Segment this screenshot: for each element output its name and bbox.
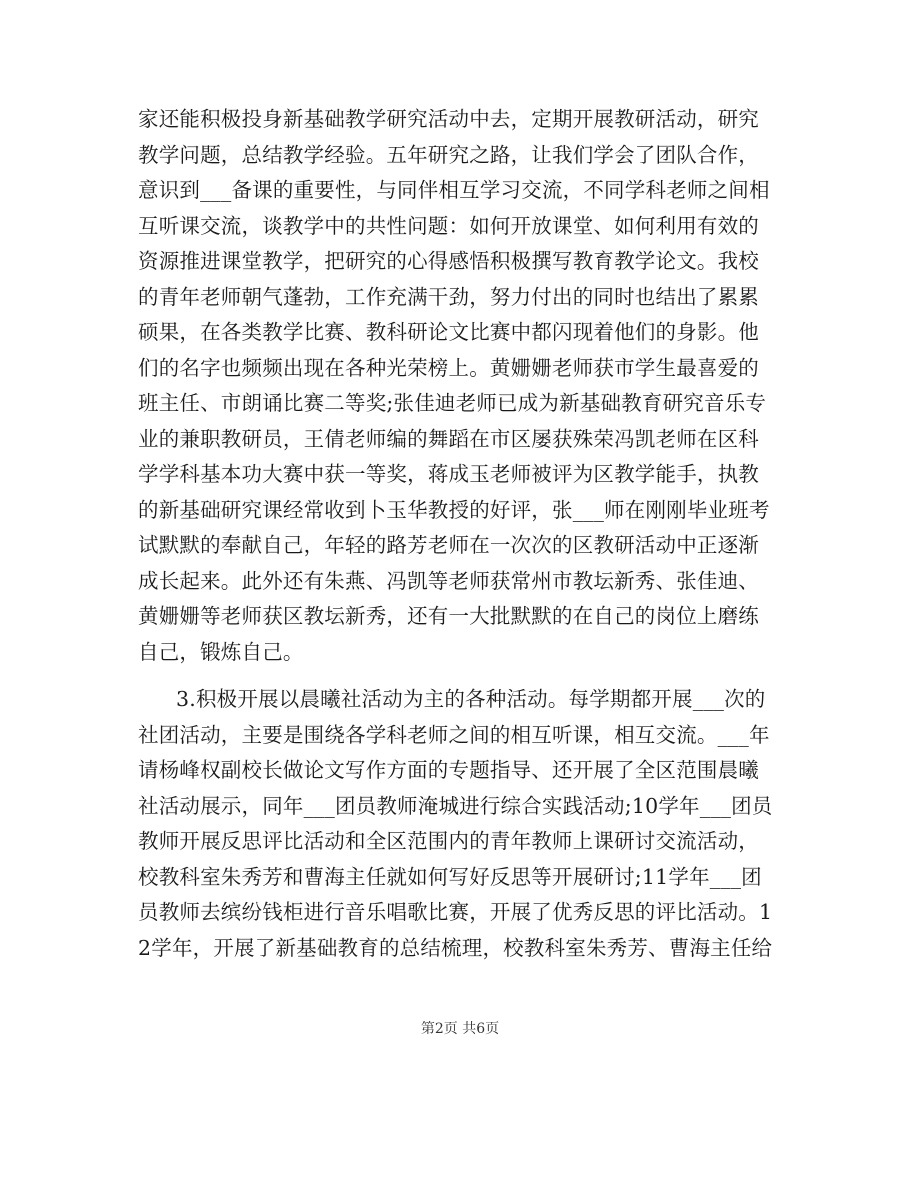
text-line: 硕果，在各类教学比赛、教科研论文比赛中都闪现着他们的身影。他 — [138, 320, 759, 344]
text-line: 请杨峰权副校长做论文写作方面的专题指导、还开展了全区范围晨曦 — [138, 758, 759, 782]
text-line: 成长起来。此外还有朱燕、冯凯等老师获常州市教坛新秀、张佳迪、 — [138, 568, 759, 593]
text-line: 意识到___备课的重要性，与同伴相互学习交流，不同学科老师之间相 — [138, 178, 770, 202]
text-line: 3.积极开展以晨曦社活动为主的各种活动。每学期都开展___次的 — [176, 687, 766, 711]
text-line: 业的兼职教研员，王倩老师编的舞蹈在市区屡获殊荣冯凯老师在区科 — [138, 426, 759, 451]
text-line: 2学年，开展了新基础教育的总结梳理，校教科室朱秀芳、曹海主任给 — [138, 935, 773, 960]
paragraph-1 — [138, 102, 788, 670]
text-line: 社活动展示，同年___团员教师淹城进行综合实践活动;10学年___团员 — [138, 793, 773, 818]
body-text — [138, 102, 788, 966]
text-line: 互听课交流，谈教学中的共性问题：如何开放课堂、如何利用有效的 — [138, 213, 759, 238]
text-line: 黄姗姗等老师获区教坛新秀，还有一大批默默的在自己的岗位上磨练 — [138, 604, 759, 628]
text-line: 校教科室朱秀芳和曹海主任就如何写好反思等开展研讨;11学年___团 — [138, 864, 762, 889]
text-line: 试默默的奉献自己，年轻的路芳老师在一次次的区教研活动中正逐渐 — [138, 533, 759, 557]
text-line: 学学科基本功大赛中获一等奖，蒋成玉老师被评为区教学能手，执教 — [138, 462, 759, 486]
text-line: 资源推进课堂教学，把研究的心得感悟积极撰写教育教学论文。我校 — [138, 249, 759, 273]
text-line: 的青年老师朝气蓬勃，工作充满干劲，努力付出的同时也结出了累累 — [138, 284, 759, 309]
text-line: 自己，锻炼自己。 — [138, 639, 304, 664]
text-line: 的新基础研究课经常收到卜玉华教授的好评，张___师在刚刚毕业班考 — [138, 497, 770, 522]
paragraph-2 — [138, 682, 788, 966]
page-number: 第2页 共6页 — [420, 1021, 500, 1037]
paragraph-gap — [138, 670, 788, 682]
text-line: 员教师去缤纷钱柜进行音乐唱歌比赛，开展了优秀反思的评比活动。1 — [138, 900, 773, 924]
text-line: 社团活动，主要是围绕各学科老师之间的相互听课，相互交流。___年 — [138, 722, 770, 747]
text-line: 们的名字也频频出现在各种光荣榜上。黄姗姗老师获市学生最喜爱的 — [138, 355, 759, 380]
text-line: 班主任、市朗诵比赛二等奖;张佳迪老师已成为新基础教育研究音乐专 — [138, 391, 767, 415]
text-line: 教学问题，总结教学经验。五年研究之路，让我们学会了团队合作， — [138, 142, 759, 167]
text-line: 家还能积极投身新基础教学研究活动中去，定期开展教研活动，研究 — [138, 107, 759, 131]
text-line: 教师开展反思评比活动和全区范围内的青年教师上课研讨交流活动， — [138, 829, 759, 853]
